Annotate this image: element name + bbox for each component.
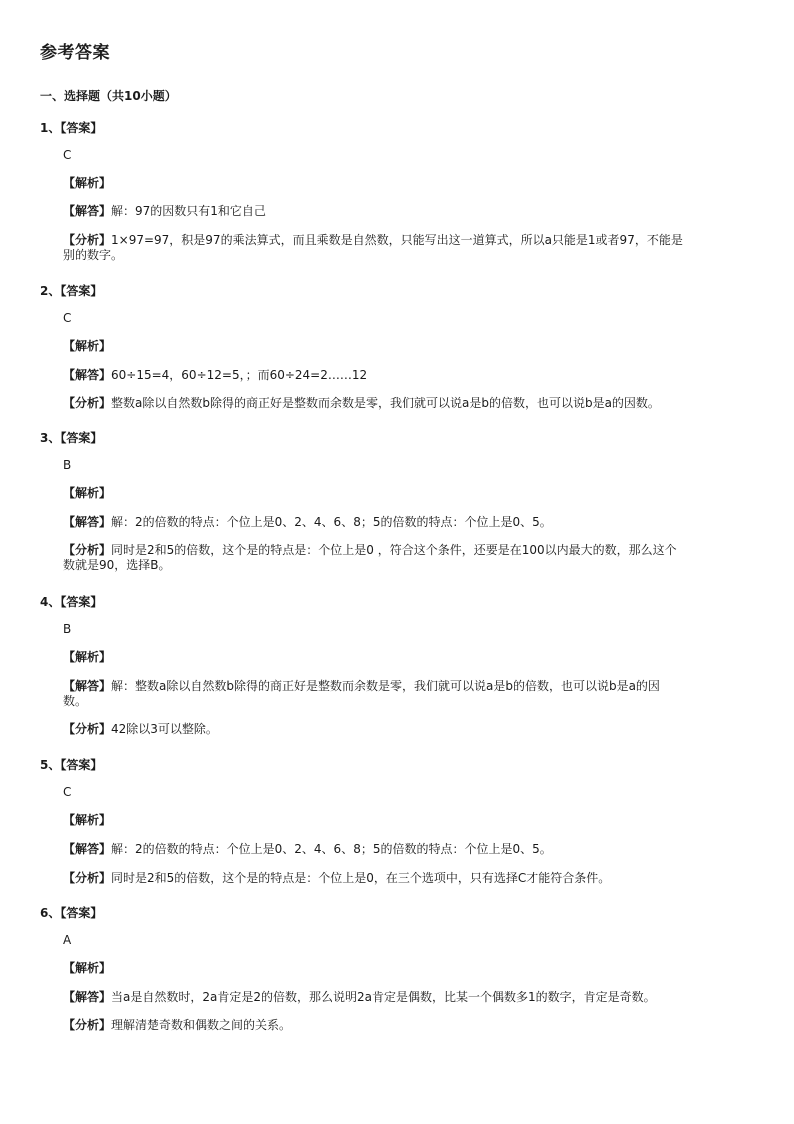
question-2-header xyxy=(40,282,102,299)
solution-line xyxy=(63,368,708,382)
solution-line-continued: 数。 xyxy=(63,694,88,708)
solution-label: 【解答】 xyxy=(63,990,112,1004)
question-6-header xyxy=(40,904,102,921)
answer-value: B xyxy=(63,458,72,472)
solution-line xyxy=(63,515,708,529)
question-4-header xyxy=(40,593,102,610)
answer-value: A xyxy=(63,933,72,947)
analysis2-text: 同时是2和5的倍数，这个是的特点是：个位上是0 ，符合这个条件，还要是在100以内最大的数，那么这个 xyxy=(111,543,677,557)
answer-label: 【答案】 xyxy=(60,121,103,135)
question-number: 1、 xyxy=(40,121,61,135)
analysis-label: 【解析】 xyxy=(63,961,112,975)
solution-label: 【解答】 xyxy=(63,515,112,529)
question-number: 2、 xyxy=(40,284,61,298)
page-title: 参考答案 xyxy=(40,43,110,63)
answer-label: 【答案】 xyxy=(60,758,103,772)
solution-text: 解：整数a除以自然数b除得的商正好是整数而余数是零，我们就可以说a是b的倍数，也可以说b是a的因 xyxy=(111,679,660,693)
solution-text: 60÷15=4，60÷12=5，；而60÷24=2……12 xyxy=(111,368,368,382)
analysis2-label: 【分析】 xyxy=(63,871,112,885)
solution-text: 解：97的因数只有1和它自己 xyxy=(111,204,266,218)
analysis-line-continued: 别的数字。 xyxy=(63,248,124,262)
analysis-line xyxy=(63,233,708,247)
question-number: 5、 xyxy=(40,758,61,772)
solution-label: 【解答】 xyxy=(63,679,112,693)
answer-value: C xyxy=(63,148,72,162)
analysis-label: 【解析】 xyxy=(63,486,112,500)
analysis-label: 【解析】 xyxy=(63,650,112,664)
analysis2-text: 整数a除以自然数b除得的商正好是整数而余数是零，我们就可以说a是b的倍数，也可以说b是a的因数。 xyxy=(111,396,660,410)
solution-label: 【解答】 xyxy=(63,842,112,856)
solution-label: 【解答】 xyxy=(63,368,112,382)
question-3-header xyxy=(40,429,102,446)
answer-value: B xyxy=(63,622,72,636)
analysis-line xyxy=(63,396,708,410)
answer-label: 【答案】 xyxy=(60,595,103,609)
answer-value: C xyxy=(63,311,72,325)
question-number: 3、 xyxy=(40,431,61,445)
answer-label: 【答案】 xyxy=(60,284,103,298)
analysis2-label: 【分析】 xyxy=(63,1018,112,1032)
analysis-line xyxy=(63,871,708,885)
question-number: 6、 xyxy=(40,906,61,920)
question-1-header xyxy=(40,119,102,136)
analysis-line xyxy=(63,722,708,736)
solution-line xyxy=(63,204,708,218)
solution-label: 【解答】 xyxy=(63,204,112,218)
analysis2-label: 【分析】 xyxy=(63,396,112,410)
solution-text: 解：2的倍数的特点：个位上是0、2、4、6、8；5的倍数的特点：个位上是0、5。 xyxy=(111,515,552,529)
solution-text: 解：2的倍数的特点：个位上是0、2、4、6、8；5的倍数的特点：个位上是0、5。 xyxy=(111,842,552,856)
analysis-line xyxy=(63,543,708,557)
solution-text: 当a是自然数时，2a肯定是2的倍数，那么说明2a肯定是偶数，比某一个偶数多1的数字，肯定是奇数。 xyxy=(111,990,656,1004)
analysis2-label: 【分析】 xyxy=(63,233,112,247)
analysis2-label: 【分析】 xyxy=(63,722,112,736)
analysis2-label: 【分析】 xyxy=(63,543,112,557)
analysis-label: 【解析】 xyxy=(63,339,112,353)
analysis2-text: 理解清楚奇数和偶数之间的关系。 xyxy=(111,1018,292,1032)
question-number: 4、 xyxy=(40,595,61,609)
analysis-line-continued: 数就是90，选择B。 xyxy=(63,558,171,572)
analysis2-text: 同时是2和5的倍数，这个是的特点是：个位上是0，在三个选项中，只有选择C才能符合条件。 xyxy=(111,871,611,885)
answer-label: 【答案】 xyxy=(60,431,103,445)
question-5-header xyxy=(40,756,102,773)
analysis-label: 【解析】 xyxy=(63,813,112,827)
solution-line xyxy=(63,679,708,693)
section-heading: 一、选择题（共10小题） xyxy=(40,89,177,103)
analysis2-text: 42除以3可以整除。 xyxy=(111,722,218,736)
answer-label: 【答案】 xyxy=(60,906,103,920)
solution-line xyxy=(63,842,708,856)
analysis2-text: 1×97=97，积是97的乘法算式，而且乘数是自然数，只能写出这一道算式，所以a只能是1或者97，不能是 xyxy=(111,233,683,247)
answer-value: C xyxy=(63,785,72,799)
solution-line xyxy=(63,990,708,1004)
analysis-line xyxy=(63,1018,708,1032)
analysis-label: 【解析】 xyxy=(63,176,112,190)
